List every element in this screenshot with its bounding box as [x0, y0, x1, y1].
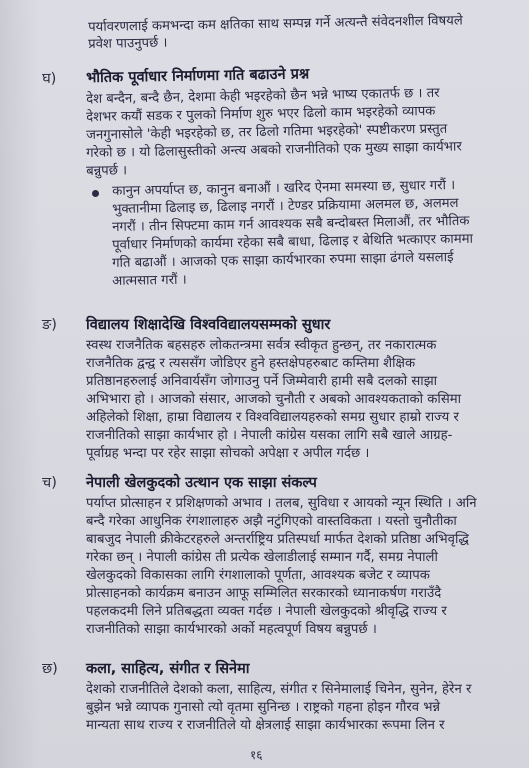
- intro-line: प्रवेश पाउनुपर्छ ।: [88, 35, 168, 52]
- section-title: नेपाली खेलकुदको उत्थान एक साझा संकल्प: [86, 475, 317, 491]
- paragraph-line: खेलकुदको विकासका लागि रंगशालाको पूर्णता, आवश्यक बजेट र व्यापक: [86, 568, 430, 583]
- paragraph-line: पूर्वाग्रह भन्दा पर रहेर साझा सोचको अपेक्षा र अपील गर्दछ ।: [86, 446, 370, 461]
- paragraph-line: प्रोत्साहनको कार्यक्रम बनाउन आफू सम्मिलित सरकारको ध्यानाकर्षण गराउँदै: [86, 586, 442, 601]
- bullet-line: आत्मसात गरौं ।: [112, 272, 187, 289]
- paragraph-line: पर्याप्त प्रोत्साहन र प्रशिक्षणको अभाव । तलब, सुविधा र आयको न्यून स्थिति । अनि: [86, 496, 477, 511]
- section-title: भौतिक पूर्वाधार निर्माणमा गति बढाउने प्रश्न: [86, 66, 310, 87]
- bullet-line: नगरौं । तीन सिफ्टमा काम गर्न आवश्यक सबै बन्दोबस्त मिलाऔं, तर भौतिक: [112, 213, 470, 235]
- bullet-line: कानुन अपर्याप्त छ, कानुन बनाऔं । खरिद ऐनमा समस्या छ, सुधार गरौं ।: [112, 178, 456, 199]
- paragraph-line: गरेका छन् । नेपाली कांग्रेस ती प्रत्येक खेलाडीलाई सम्मान गर्दै, समग्र नेपाली: [86, 550, 438, 565]
- paragraph-line: बाबजुद नेपाली क्रीकेटरहरुले अन्तर्राष्ट्रिय प्रतिस्पर्धा मार्फत देशको प्रतिष्ठा अभिवृद्धि: [86, 532, 469, 547]
- bullet-line: गति बढाऔं । आजको एक साझा कार्यभारका रुपमा साझा ढंगले यसलाई: [112, 250, 454, 271]
- section-title: विद्यालय शिक्षादेखि विश्वविद्यालयसम्मको सुधार: [86, 317, 331, 333]
- section-marker: ङ): [42, 317, 57, 333]
- section-marker: च): [42, 475, 57, 491]
- paragraph-line: गरेको छ । यो ढिलासुस्तीको अन्त्य अबको राजनीतिको एक मुख्य साझा कार्यभार: [86, 139, 462, 161]
- paragraph-line: बुझेन भन्ने व्यापक गुनासो त्यो वृतमा सुनिन्छ । राष्ट्रको गहना होइन गौरव भन्ने: [86, 700, 441, 715]
- paragraph-line: राजनीतिको साझा कार्यभार हो । नेपाली कांग्रेस यसका लागि सबै खाले आग्रह-: [86, 428, 453, 443]
- paragraph-line: राजनीतिको साझा कार्यभारको अर्को महत्वपूर्ण विषय बन्नुपर्छ ।: [86, 622, 377, 637]
- paragraph-line: मान्यता साथ राज्य र राजनीतिले यो क्षेत्रलाई साझा कार्यभारका रूपमा लिन र: [86, 718, 445, 733]
- bullet-line: भुक्तानीमा ढिलाइ छ, ढिलाइ नगरौं । टेण्डर प्रक्रियामा अलमल छ, अलमल: [112, 195, 459, 217]
- paragraph-line: स्वस्थ राजनैतिक बहसहरु लोकतन्त्रमा सर्वत्र स्वीकृत हुन्छन्, तर नकारात्मक: [86, 338, 437, 353]
- section-heading: [42, 474, 317, 492]
- intro-line: पर्यावरणलाई कमभन्दा कम क्षतिका साथ सम्पन्न गर्ने अत्यन्तै संवेदनशील विषयले: [88, 13, 463, 35]
- bullet-dot: [92, 190, 99, 197]
- paragraph-line: बन्दै गरेका आधुनिक रंगशालाहरु अझै नटुंगिएको वास्तविकता । यस्तो चुनौतीका: [86, 514, 457, 529]
- section-marker: छ): [42, 661, 58, 677]
- paragraph-line: देशको राजनीतिले देशको कला, साहित्य, संगीत र सिनेमालाई चिनेन, सुनेन, हेरेन र: [86, 682, 472, 697]
- section-title: कला, साहित्य, संगीत र सिनेमा: [86, 661, 250, 677]
- section-marker: घ): [42, 70, 57, 87]
- paragraph-line: पहलकदमी लिने प्रतिबद्धता व्यक्त गर्दछ । नेपाली खेलकुदको श्रीवृद्धि राज्य र: [86, 604, 447, 619]
- paragraph-line: अहिलेको शिक्षा, हाम्रा विद्यालय र विश्वविद्यालयहरुको समग्र सुधार हाम्रो राज्य र: [86, 410, 459, 425]
- binding-shadow: [0, 0, 40, 768]
- section-heading: [42, 65, 309, 88]
- bullet-line: पूर्वाधार निर्माणको कार्यमा रहेका सबै बाधा, ढिलाइ र बेथिति भत्काएर काममा: [112, 231, 474, 253]
- paragraph-line: अभिभारा हो । आजको संसार, आजको चुनौती र अबको आवश्यकताको कसिमा: [86, 392, 462, 407]
- page-number: १६: [250, 748, 263, 762]
- paragraph-line: राजनैतिक द्वन्द्व र त्यससँग जोडिएर हुने हस्तक्षेपहरुबाट कम्तिमा शैक्षिक: [86, 356, 416, 371]
- paragraph-line: देश बन्दैन, बन्दै छैन, देशमा केही भइरहेको छैन भन्ने भाष्य एकातर्फ छ । तर: [86, 85, 440, 107]
- section-heading: [42, 316, 330, 334]
- paragraph-line: देशभर कयौं सडक र पुलको निर्माण शुरु भएर ढिलो काम भइरहेको व्यापक: [86, 103, 436, 125]
- paragraph-line: बन्नुपर्छ ।: [86, 163, 128, 179]
- paragraph-line: जनगुनासोले 'केही भइरहेको छ, तर ढिलो गतिमा भइरहेको' स्पष्टीकरण प्रस्तुत: [86, 121, 448, 143]
- paragraph-line: प्रतिष्ठानहरुलाई अनिवार्यसँग जोगाउनु पर्ने जिम्मेवारी हामी सबै दलको साझा: [86, 374, 438, 389]
- section-heading: [42, 660, 250, 678]
